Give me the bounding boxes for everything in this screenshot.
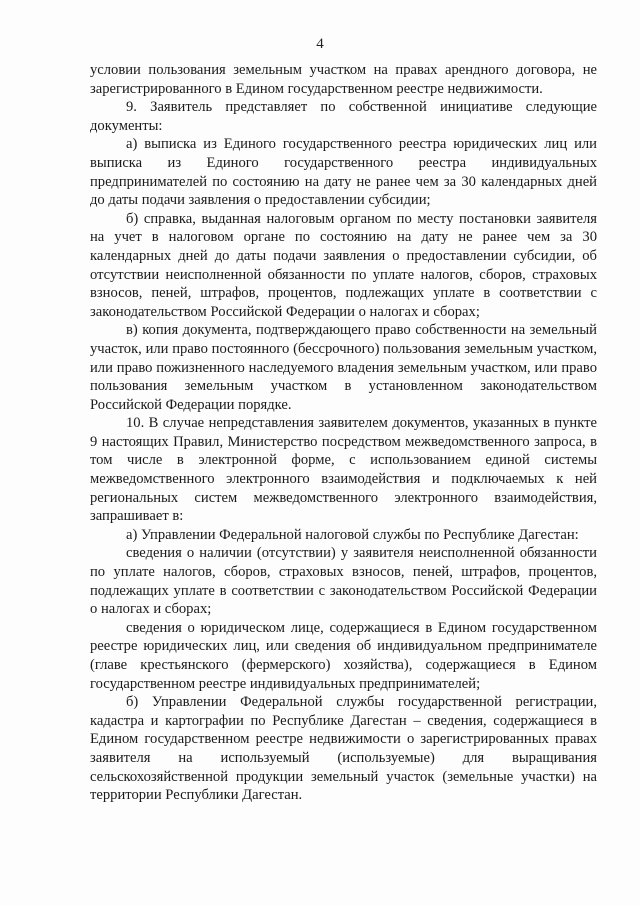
paragraph: в) копия документа, подтверждающего право собственности на земельный участок, или право постоянного (бессрочного) пользования земельным участком, или право пожизненного наследуемого владения земельным участком, или право пользования земельным участком в установленном законодательством Российской Федерации порядке. bbox=[90, 322, 597, 413]
paragraph: б) Управлении Федеральной службы государственной регистрации, кадастра и картографии по Республике Дагестан – сведения, содержащиеся в Едином государственном реестре недвижимости о зарегистрированных правах заявителя на используемый (используемые) для выращивания сельскохозяйственной продукции земельный участок (земельные участки) на территории Республики Дагестан. bbox=[90, 694, 597, 804]
paragraph: сведения о наличии (отсутствии) у заявителя неисполненной обязанности по уплате налогов, сборов, страховых взносов, пеней, штрафов, процентов, подлежащих уплате в соответствии с законодательством Российской Федерации о налогах и сборах; bbox=[90, 545, 597, 618]
paragraph: 9. Заявитель представляет по собственной инициативе следующие документы: bbox=[90, 99, 597, 134]
document-body bbox=[90, 61, 597, 805]
paragraph: условии пользования земельным участком на правах арендного договора, не зарегистрированного в Едином государственном реестре недвижимости. bbox=[90, 62, 597, 97]
paragraph: а) Управлении Федеральной налоговой службы по Республике Дагестан: bbox=[126, 526, 579, 543]
paragraph: сведения о юридическом лице, содержащиеся в Едином государственном реестре юридических лиц, или сведения об индивидуальном предпринимателе (главе крестьянского (фермерского) хозяйства), содержащиеся в Едином государственном реестре индивидуальных предпринимателей; bbox=[90, 619, 597, 692]
paragraph: 10. В случае непредставления заявителем документов, указанных в пункте 9 настоящих Правил, Министерство посредством межведомственного запроса, в том числе в электронной форме, с использованием единой системы межведомственного электронного взаимодействия и подключаемых к ней региональных систем межведомственного электронного взаимодействия, запрашивает в: bbox=[90, 415, 597, 525]
page-number: 4 bbox=[316, 36, 324, 52]
paragraph: а) выписка из Единого государственного реестра юридических лиц или выписка из Единого государственного реестра индивидуальных предпринимателей по состоянию на дату не ранее чем за 30 календарных дней до даты подачи заявления о предоставлении субсидии; bbox=[90, 136, 597, 209]
paragraph: б) справка, выданная налоговым органом по месту постановки заявителя на учет в налоговом органе по состоянию на дату не ранее чем за 30 календарных дней до даты подачи заявления о предоставлении субсидии, об отсутствии неисполненной обязанности по уплате налогов, сборов, страховых взносов, пеней, штрафов, процентов, подлежащих уплате в соответствии с законодательством Российской Федерации о налогах и сборах; bbox=[90, 210, 597, 320]
